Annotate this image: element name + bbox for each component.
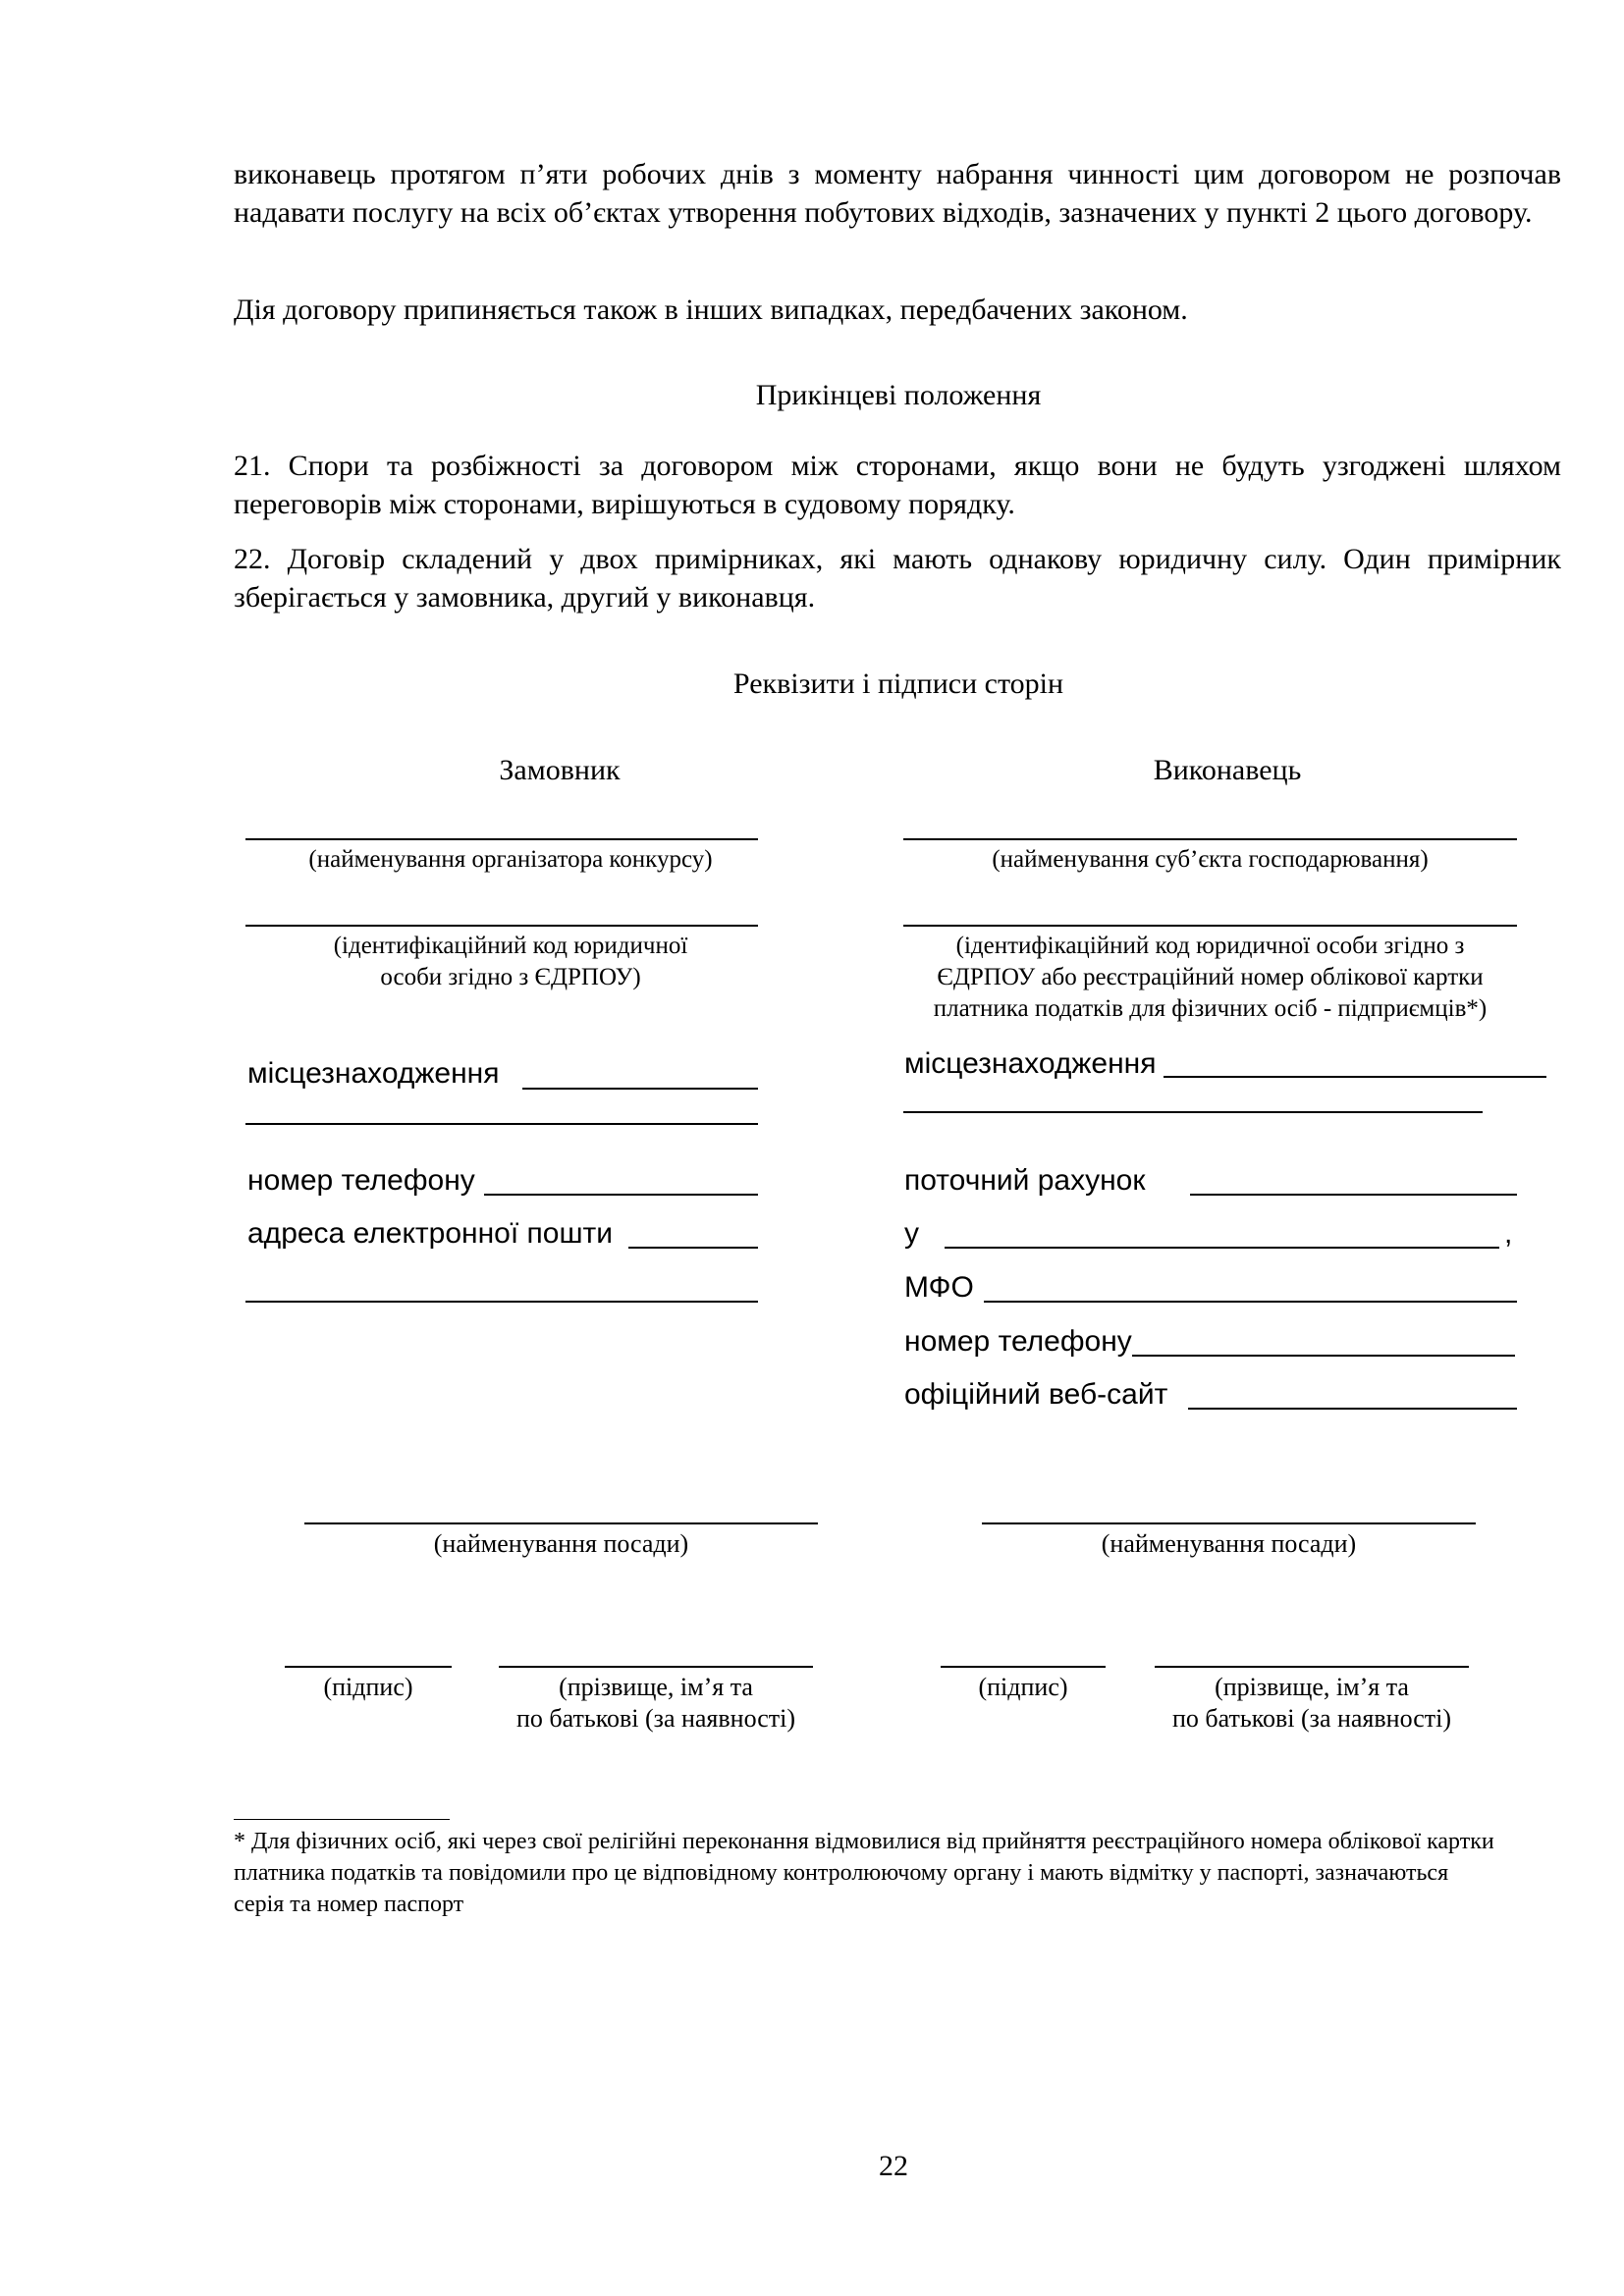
contractor-signature-line[interactable]: [941, 1666, 1106, 1668]
contractor-bank-line[interactable]: [945, 1247, 1499, 1249]
customer-fullname-caption-1: (прізвище, ім’я та: [559, 1673, 753, 1701]
customer-title: Замовник: [499, 754, 621, 786]
contractor-location-line-2[interactable]: [903, 1111, 1483, 1113]
customer-code-caption-1: (ідентифікаційний код юридичної: [333, 933, 688, 959]
customer-location-line[interactable]: [522, 1088, 758, 1090]
contractor-position-caption: (найменування посади): [1101, 1529, 1357, 1558]
customer-name-caption: (найменування організатора конкурсу): [308, 846, 713, 873]
contractor-code-line[interactable]: [903, 925, 1517, 927]
customer-fullname-line[interactable]: [499, 1666, 813, 1668]
contractor-code-caption-1: (ідентифікаційний код юридичної особи згідно з: [955, 933, 1465, 959]
paragraph-21: 21. Спори та розбіжності за договором між сторонами, якщо вони не будуть узгоджені шляхом переговорів між сторонами, вирішуються в судовому порядку.: [234, 450, 1561, 520]
customer-signature-line[interactable]: [285, 1666, 452, 1668]
customer-code-line[interactable]: [245, 925, 758, 927]
customer-position-line[interactable]: [304, 1522, 818, 1524]
contractor-signature-caption: (підпис): [978, 1673, 1068, 1701]
contractor-account-label: поточний рахунок: [904, 1164, 1146, 1197]
contractor-code-caption-2: ЄДРПОУ або реєстраційний номер облікової картки: [937, 964, 1484, 990]
customer-position-caption: (найменування посади): [433, 1529, 689, 1558]
contractor-name-caption: (найменування суб’єкта господарювання): [992, 846, 1429, 873]
heading-requisites: Реквізити і підписи сторін: [732, 667, 1064, 700]
paragraph-22: 22. Договір складений у двох примірниках, які мають однакову юридичну силу. Один примірник зберігається у замовника, другий у виконавця.: [234, 543, 1561, 614]
footnote-text: * Для фізичних осіб, які через свої релігійні переконання відмовилися від прийняття реєстраційного номера облікової картки платника податків та повідомили про це відповідному контролюючому органу і мають відмітку у паспорті, зазначаються серія та номер паспорт: [234, 1829, 1494, 1917]
contractor-bank-suffix: ,: [1504, 1217, 1513, 1250]
contractor-location-line[interactable]: [1164, 1076, 1546, 1078]
customer-email-line[interactable]: [628, 1247, 758, 1249]
contractor-mfo-line[interactable]: [984, 1301, 1517, 1303]
customer-name-line[interactable]: [245, 838, 758, 840]
contractor-bank-label: у: [904, 1217, 919, 1250]
contractor-position-line[interactable]: [982, 1522, 1476, 1524]
customer-signature-caption: (підпис): [323, 1673, 413, 1701]
heading-final-provisions: Прикінцеві положення: [755, 379, 1042, 411]
customer-phone-label: номер телефону: [247, 1164, 475, 1197]
customer-location-line-2[interactable]: [245, 1123, 758, 1125]
contractor-location-label: місцезнаходження: [904, 1047, 1157, 1080]
contractor-name-line[interactable]: [903, 838, 1517, 840]
contractor-fullname-line[interactable]: [1155, 1666, 1469, 1668]
contractor-phone-label: номер телефону: [904, 1325, 1132, 1358]
contractor-code-caption-3: платника податків для фізичних осіб - підприємців*): [933, 995, 1488, 1022]
paragraph-termination-other: Дія договору припиняється також в інших випадках, передбачених законом.: [234, 294, 1188, 326]
customer-location-label: місцезнаходження: [247, 1057, 500, 1090]
customer-email-line-2[interactable]: [245, 1301, 758, 1303]
page-number: 22: [879, 2150, 908, 2182]
contractor-fullname-caption-2: по батькові (за наявності): [1171, 1704, 1452, 1733]
contractor-title: Виконавець: [1153, 754, 1302, 786]
customer-email-label: адреса електронної пошти: [247, 1217, 614, 1250]
paragraph-termination-cont: виконавець протягом п’яти робочих днів з моменту набрання чинності цим договором не розпочав надавати послугу на всіх об’єктах утворення побутових відходів, зазначених у пункті 2 цього договору.: [234, 158, 1561, 229]
footnote-separator: [234, 1819, 450, 1820]
contractor-phone-line[interactable]: [1132, 1355, 1515, 1357]
contractor-fullname-caption-1: (прізвище, ім’я та: [1215, 1673, 1409, 1701]
contractor-website-line[interactable]: [1188, 1408, 1517, 1410]
contractor-account-line[interactable]: [1190, 1194, 1517, 1196]
contractor-website-label: офіційний веб-сайт: [904, 1378, 1168, 1411]
customer-code-caption-2: особи згідно з ЄДРПОУ): [380, 964, 641, 990]
contractor-mfo-label: МФО: [904, 1271, 974, 1304]
customer-phone-line[interactable]: [484, 1194, 758, 1196]
customer-fullname-caption-2: по батькові (за наявності): [515, 1704, 796, 1733]
